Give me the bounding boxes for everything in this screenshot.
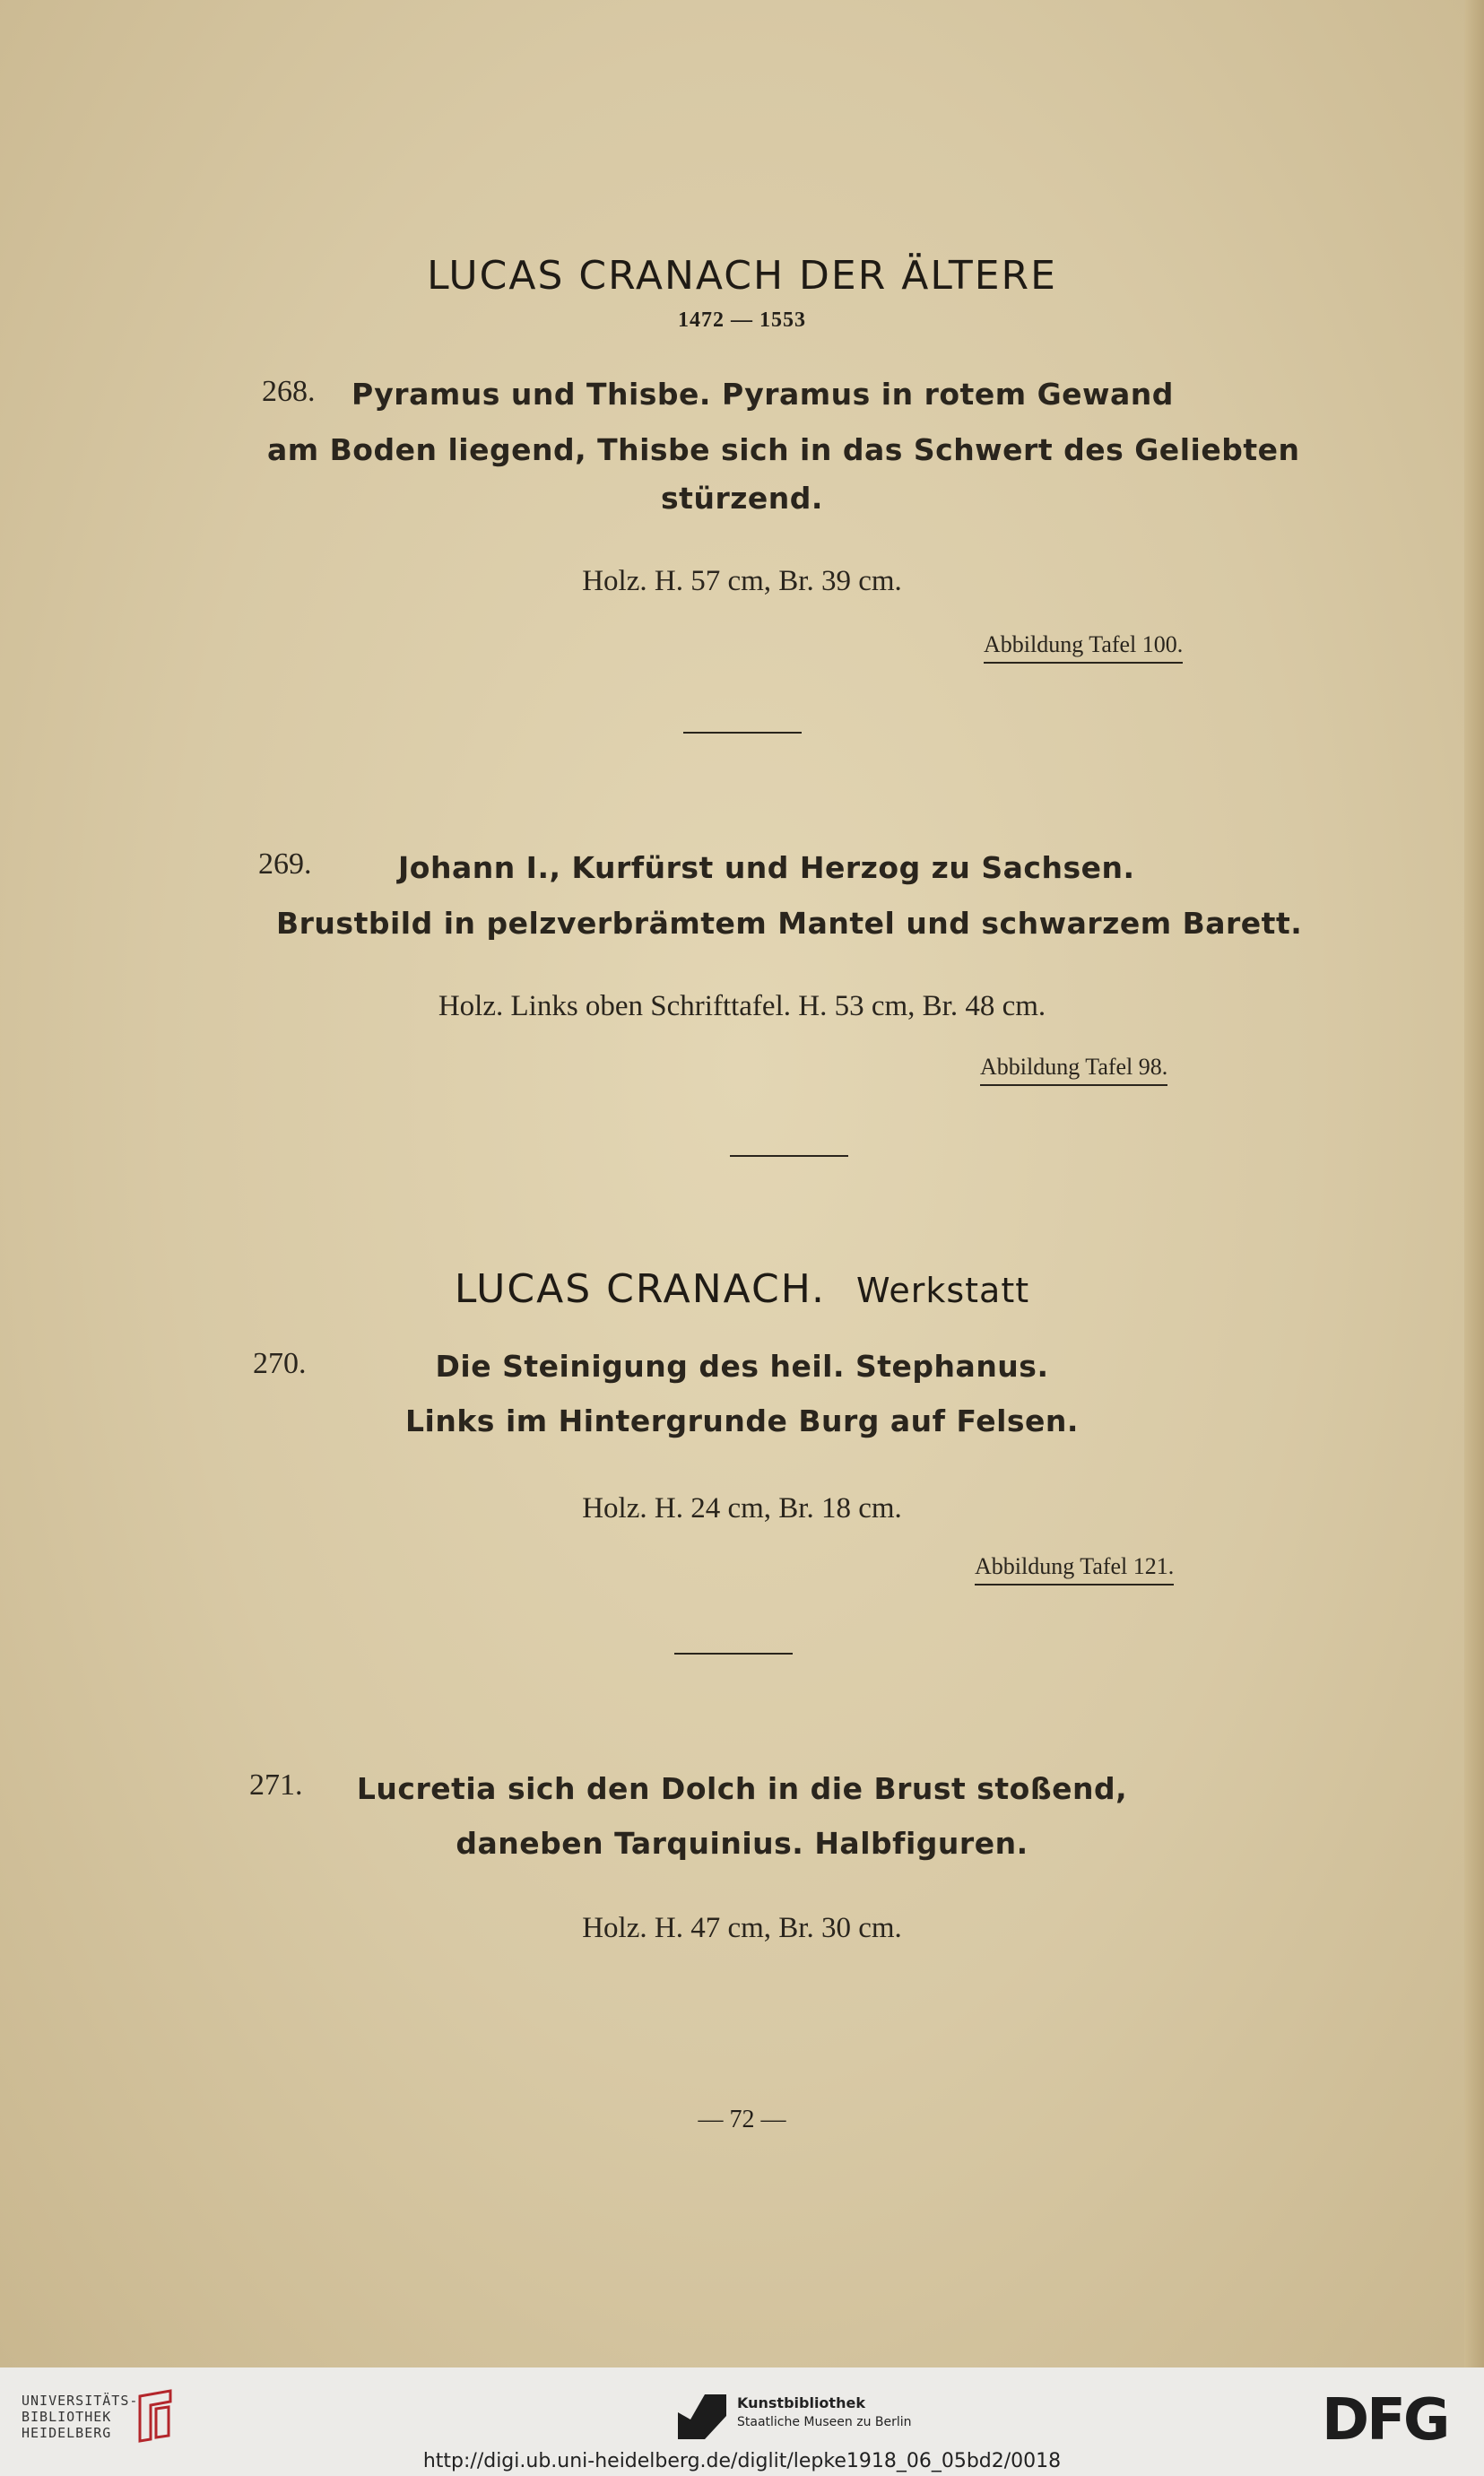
page-edge-shadow	[1464, 0, 1484, 2367]
entry-271-material: Holz. H. 47 cm, Br. 30 cm.	[582, 1912, 902, 1944]
separator-rule	[683, 732, 802, 734]
entry-270-number: 270.	[253, 1347, 307, 1380]
museum-subtitle: Staatliche Museen zu Berlin	[737, 2415, 912, 2429]
entry-268-material: Holz. H. 57 cm, Br. 39 cm.	[582, 565, 902, 597]
section-subheading: Werkstatt	[856, 1271, 1030, 1310]
kunstbibliothek-logo-icon	[678, 2394, 726, 2439]
entry-271-title-line-1: Lucretia sich den Dolch in die Brust stoßend,	[356, 1771, 1128, 1806]
entry-268-title-line-2: am Boden liegend, Thisbe sich in das Schwert des Geliebten	[267, 432, 1300, 467]
section-heading-name: LUCAS CRANACH.	[454, 1266, 826, 1312]
entry-269-material: Holz. Links oben Schrifttafel. H. 53 cm, Br. 48 cm.	[438, 990, 1046, 1022]
university-line-2: BIBLIOTHEK	[22, 2409, 112, 2425]
separator-rule	[674, 1653, 793, 1655]
museum-logo-text	[737, 2394, 912, 2429]
entry-270-title-line-2: Links im Hintergrunde Burg auf Felsen.	[405, 1403, 1079, 1438]
university-line-3: HEIDELBERG	[22, 2425, 112, 2441]
artist-dates: 1472 — 1553	[678, 308, 806, 332]
digitization-footer	[0, 2367, 1484, 2476]
entry-269-title-line-1: Johann I., Kurfürst und Herzog zu Sachsen.	[398, 850, 1135, 885]
university-line-1: UNIVERSITÄTS-	[22, 2393, 139, 2409]
museum-title: Kunstbibliothek	[737, 2394, 865, 2411]
entry-269-number: 269.	[258, 847, 312, 881]
entry-268-title-line-3: stürzend.	[661, 481, 823, 516]
section-heading-cranach-elder: LUCAS CRANACH DER ÄLTERE	[427, 253, 1057, 299]
section-heading-cranach-workshop	[0, 1266, 1484, 1312]
entry-270-title-line-1: Die Steinigung des heil. Stephanus.	[435, 1349, 1049, 1384]
separator-rule	[730, 1155, 848, 1157]
entry-271-title-line-2: daneben Tarquinius. Halbfiguren.	[456, 1826, 1028, 1861]
entry-268-number: 268.	[262, 375, 316, 408]
entry-268-plate-reference: Abbildung Tafel 100.	[984, 631, 1183, 664]
entry-270-material: Holz. H. 24 cm, Br. 18 cm.	[582, 1492, 902, 1525]
page-number: — 72 —	[698, 2106, 786, 2133]
entry-270-plate-reference: Abbildung Tafel 121.	[975, 1553, 1174, 1586]
university-library-emblem-icon	[135, 2389, 176, 2443]
entry-269-title-line-2: Brustbild in pelzverbrämtem Mantel und schwarzem Barett.	[276, 906, 1303, 941]
entry-268-title-line-1: Pyramus und Thisbe. Pyramus in rotem Gewand	[351, 377, 1174, 412]
dfg-logo: DFG	[1322, 2387, 1448, 2454]
permalink-url[interactable]: http://digi.ub.uni-heidelberg.de/diglit/lepke1918_06_05bd2/0018	[422, 2450, 1062, 2472]
entry-271-number: 271.	[249, 1768, 303, 1802]
entry-269-plate-reference: Abbildung Tafel 98.	[980, 1054, 1167, 1086]
university-library-logo-text	[22, 2393, 138, 2441]
